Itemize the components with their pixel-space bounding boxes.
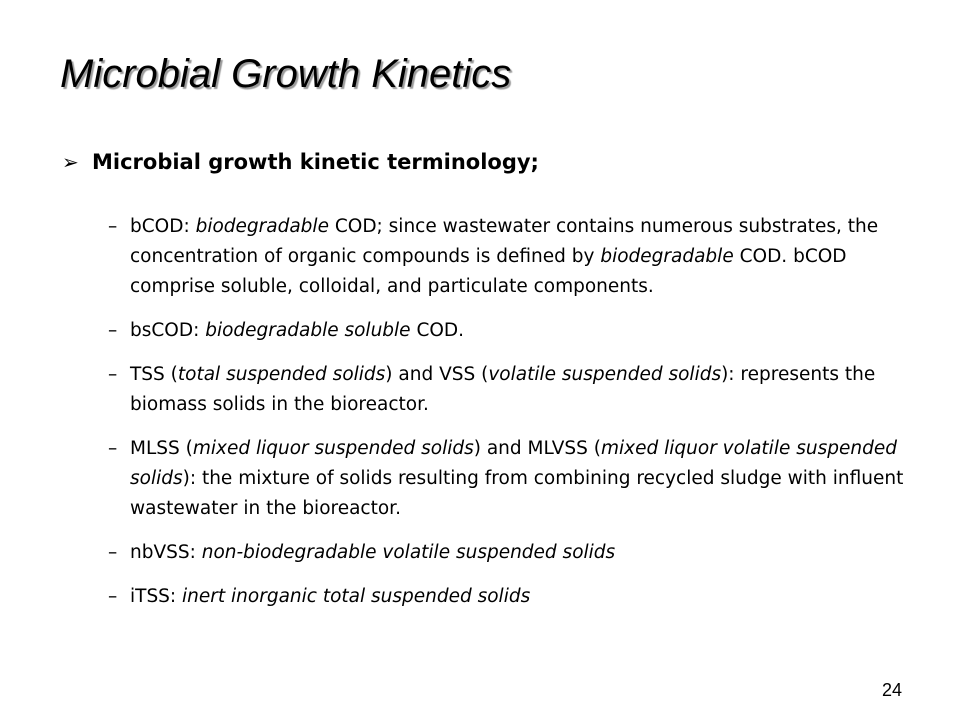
- item-text-segment: ): the mixture of solids resulting from combining recycled sludge with influent wastewater in the bioreactor.: [130, 468, 904, 519]
- item-text-segment: ) and VSS (: [385, 364, 489, 385]
- item-text-segment: COD; since wastewater contains numerous substrates, the concentration of organic compounds is defined by: [130, 216, 879, 267]
- item-text-segment: ) and MLVSS (: [473, 438, 602, 459]
- dash-bullet: –: [108, 364, 118, 385]
- item-text-segment: bCOD:: [130, 216, 196, 237]
- item-text-segment: TSS (: [130, 364, 178, 385]
- item-text-segment: mixed liquor volatile suspended solids: [130, 438, 897, 489]
- terminology-list: [108, 212, 908, 626]
- list-item: [108, 434, 908, 524]
- section-heading: [62, 150, 539, 174]
- dash-bullet: –: [108, 216, 118, 237]
- list-item: [108, 582, 908, 612]
- item-text-segment: volatile suspended solids: [488, 364, 722, 385]
- item-text-segment: COD. bCOD comprise soluble, colloidal, and particulate components.: [130, 246, 847, 297]
- item-text-segment: mixed liquor suspended solids: [192, 438, 474, 459]
- list-item: [108, 212, 908, 302]
- item-text-segment: biodegradable soluble: [205, 320, 411, 341]
- item-text-segment: non-biodegradable volatile suspended solids: [201, 542, 616, 563]
- item-text-segment: MLSS (: [130, 438, 193, 459]
- item-text-segment: nbVSS:: [130, 542, 202, 563]
- item-text-segment: bsCOD:: [130, 320, 206, 341]
- dash-bullet: –: [108, 438, 118, 459]
- dash-bullet: –: [108, 586, 118, 607]
- dash-bullet: –: [108, 542, 118, 563]
- item-text-segment: COD.: [410, 320, 465, 341]
- item-text-segment: biodegradable: [600, 246, 734, 267]
- item-text-segment: total suspended solids: [177, 364, 386, 385]
- arrow-bullet-icon: ➢: [62, 150, 79, 174]
- item-text-segment: iTSS:: [130, 586, 183, 607]
- list-item: [108, 360, 908, 420]
- list-item: [108, 538, 908, 568]
- page-number: 24: [882, 680, 903, 700]
- section-heading-text: Microbial growth kinetic terminology;: [92, 150, 539, 174]
- slide-title: Microbial Growth Kinetics: [60, 52, 512, 96]
- item-text-segment: biodegradable: [195, 216, 329, 237]
- list-item: [108, 316, 908, 346]
- item-text-segment: ): represents the biomass solids in the bioreactor.: [130, 364, 876, 415]
- dash-bullet: –: [108, 320, 118, 341]
- item-text-segment: inert inorganic total suspended solids: [182, 586, 531, 607]
